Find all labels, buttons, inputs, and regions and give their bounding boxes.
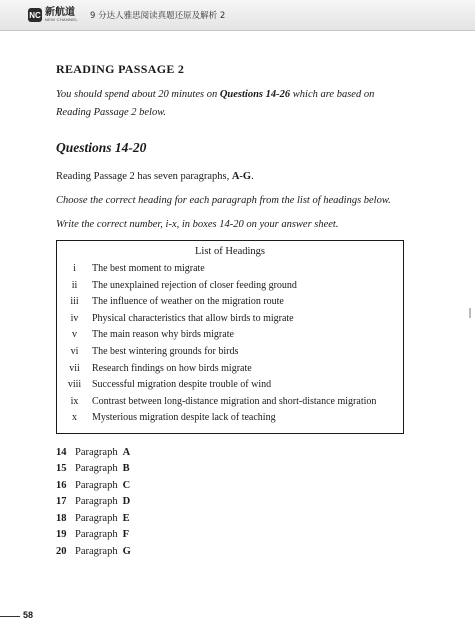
question-number: 19 <box>56 529 67 541</box>
heading-number: vi <box>70 345 79 357</box>
page-content <box>56 62 408 560</box>
paragraph-question <box>56 511 408 528</box>
heading-item <box>57 294 403 311</box>
heading-text: The best moment to migrate <box>92 263 205 274</box>
heading-item <box>57 261 403 278</box>
instruction-choose-heading: Choose the correct heading for each paragraph from the list of headings below. <box>56 195 391 206</box>
heading-number: ix <box>70 395 79 407</box>
heading-number: iv <box>70 312 79 324</box>
heading-item <box>57 344 403 361</box>
heading-item <box>57 377 403 394</box>
heading-text: The unexplained rejection of closer feeding ground <box>92 279 297 291</box>
question-number: 18 <box>56 512 67 524</box>
heading-number: viii <box>67 379 82 391</box>
question-number: 16 <box>56 479 67 491</box>
intro-questions-range: Questions 14-26 <box>219 89 291 100</box>
paragraph-letter: C <box>122 479 131 491</box>
heading-text: Research findings on how birds migrate <box>92 362 252 374</box>
paragraph-letter: B <box>122 463 130 475</box>
heading-item <box>57 311 403 328</box>
instruction-text-start: Reading Passage 2 has seven paragraphs, <box>56 171 232 182</box>
paragraph-question-list <box>56 445 408 561</box>
heading-text: Successful migration despite trouble of wind <box>92 379 272 391</box>
instruction-write-number: Write the correct number, i-x, in boxes 14-20 on your answer sheet. <box>56 219 339 230</box>
heading-text: The main reason why birds migrate <box>92 329 234 341</box>
heading-number: vii <box>69 362 80 374</box>
list-of-headings-box <box>56 240 404 434</box>
heading-text: Mysterious migration despite lack of teaching <box>92 412 276 424</box>
heading-text: Contrast between long-distance migration and short-distance migration <box>92 395 377 407</box>
passage-intro <box>56 86 408 122</box>
intro-text-end: which are based on Reading Passage 2 below. <box>56 89 375 118</box>
heading-item <box>57 278 403 295</box>
page-header <box>0 0 475 31</box>
logo-english-name: NEW CHANNEL <box>45 17 78 22</box>
paragraph-letter: A <box>122 446 131 458</box>
paragraph-question <box>56 445 408 462</box>
heading-item <box>57 361 403 378</box>
paragraph-label: Paragraph <box>75 479 118 491</box>
heading-number: x <box>72 412 77 424</box>
instruction-text-end: . <box>251 171 254 182</box>
heading-number: i <box>73 263 76 274</box>
paragraph-letter: G <box>122 545 131 557</box>
page-number: 58 <box>23 610 34 620</box>
list-of-headings-title: List of Headings <box>195 246 265 257</box>
heading-text: Physical characteristics that allow birds to migrate <box>92 312 294 324</box>
margin-mark <box>469 308 471 318</box>
logo-mark-icon: NC <box>28 8 42 22</box>
paragraph-label: Paragraph <box>75 463 118 475</box>
heading-text: The best wintering grounds for birds <box>92 345 239 357</box>
page-number-rule <box>0 616 20 617</box>
logo-chinese-name: 新航道 <box>45 7 75 18</box>
paragraph-question <box>56 494 408 511</box>
passage-title: READING PASSAGE 2 <box>56 62 185 76</box>
paragraph-label: Paragraph <box>75 545 118 557</box>
paragraph-letter: D <box>122 496 131 508</box>
heading-item <box>57 410 403 427</box>
paragraph-letter: E <box>122 512 130 524</box>
paragraph-label: Paragraph <box>75 529 118 541</box>
heading-text: The influence of weather on the migration route <box>92 296 284 308</box>
heading-item <box>57 327 403 344</box>
instruction-paragraph-range: A-G <box>231 171 252 182</box>
heading-number: v <box>72 329 77 341</box>
book-title: 9 分达人雅思阅读真题还原及解析 2 <box>90 11 226 21</box>
paragraph-question <box>56 527 408 544</box>
question-number: 15 <box>56 463 67 475</box>
logo-text <box>45 8 78 22</box>
paragraph-label: Paragraph <box>75 512 118 524</box>
instruction-paragraph-count <box>56 170 408 184</box>
heading-number: ii <box>71 279 78 291</box>
paragraph-letter: F <box>122 529 129 541</box>
questions-heading: Questions 14-20 <box>56 140 147 155</box>
paragraph-question <box>56 478 408 495</box>
paragraph-label: Paragraph <box>75 446 118 458</box>
paragraph-question <box>56 461 408 478</box>
heading-number: iii <box>70 296 79 308</box>
question-number: 17 <box>56 496 67 508</box>
paragraph-label: Paragraph <box>75 496 118 508</box>
question-number: 14 <box>56 446 67 458</box>
heading-item <box>57 394 403 411</box>
publisher-logo <box>28 6 78 24</box>
question-number: 20 <box>56 545 67 557</box>
intro-text-start: You should spend about 20 minutes on <box>56 89 220 100</box>
paragraph-question <box>56 544 408 561</box>
